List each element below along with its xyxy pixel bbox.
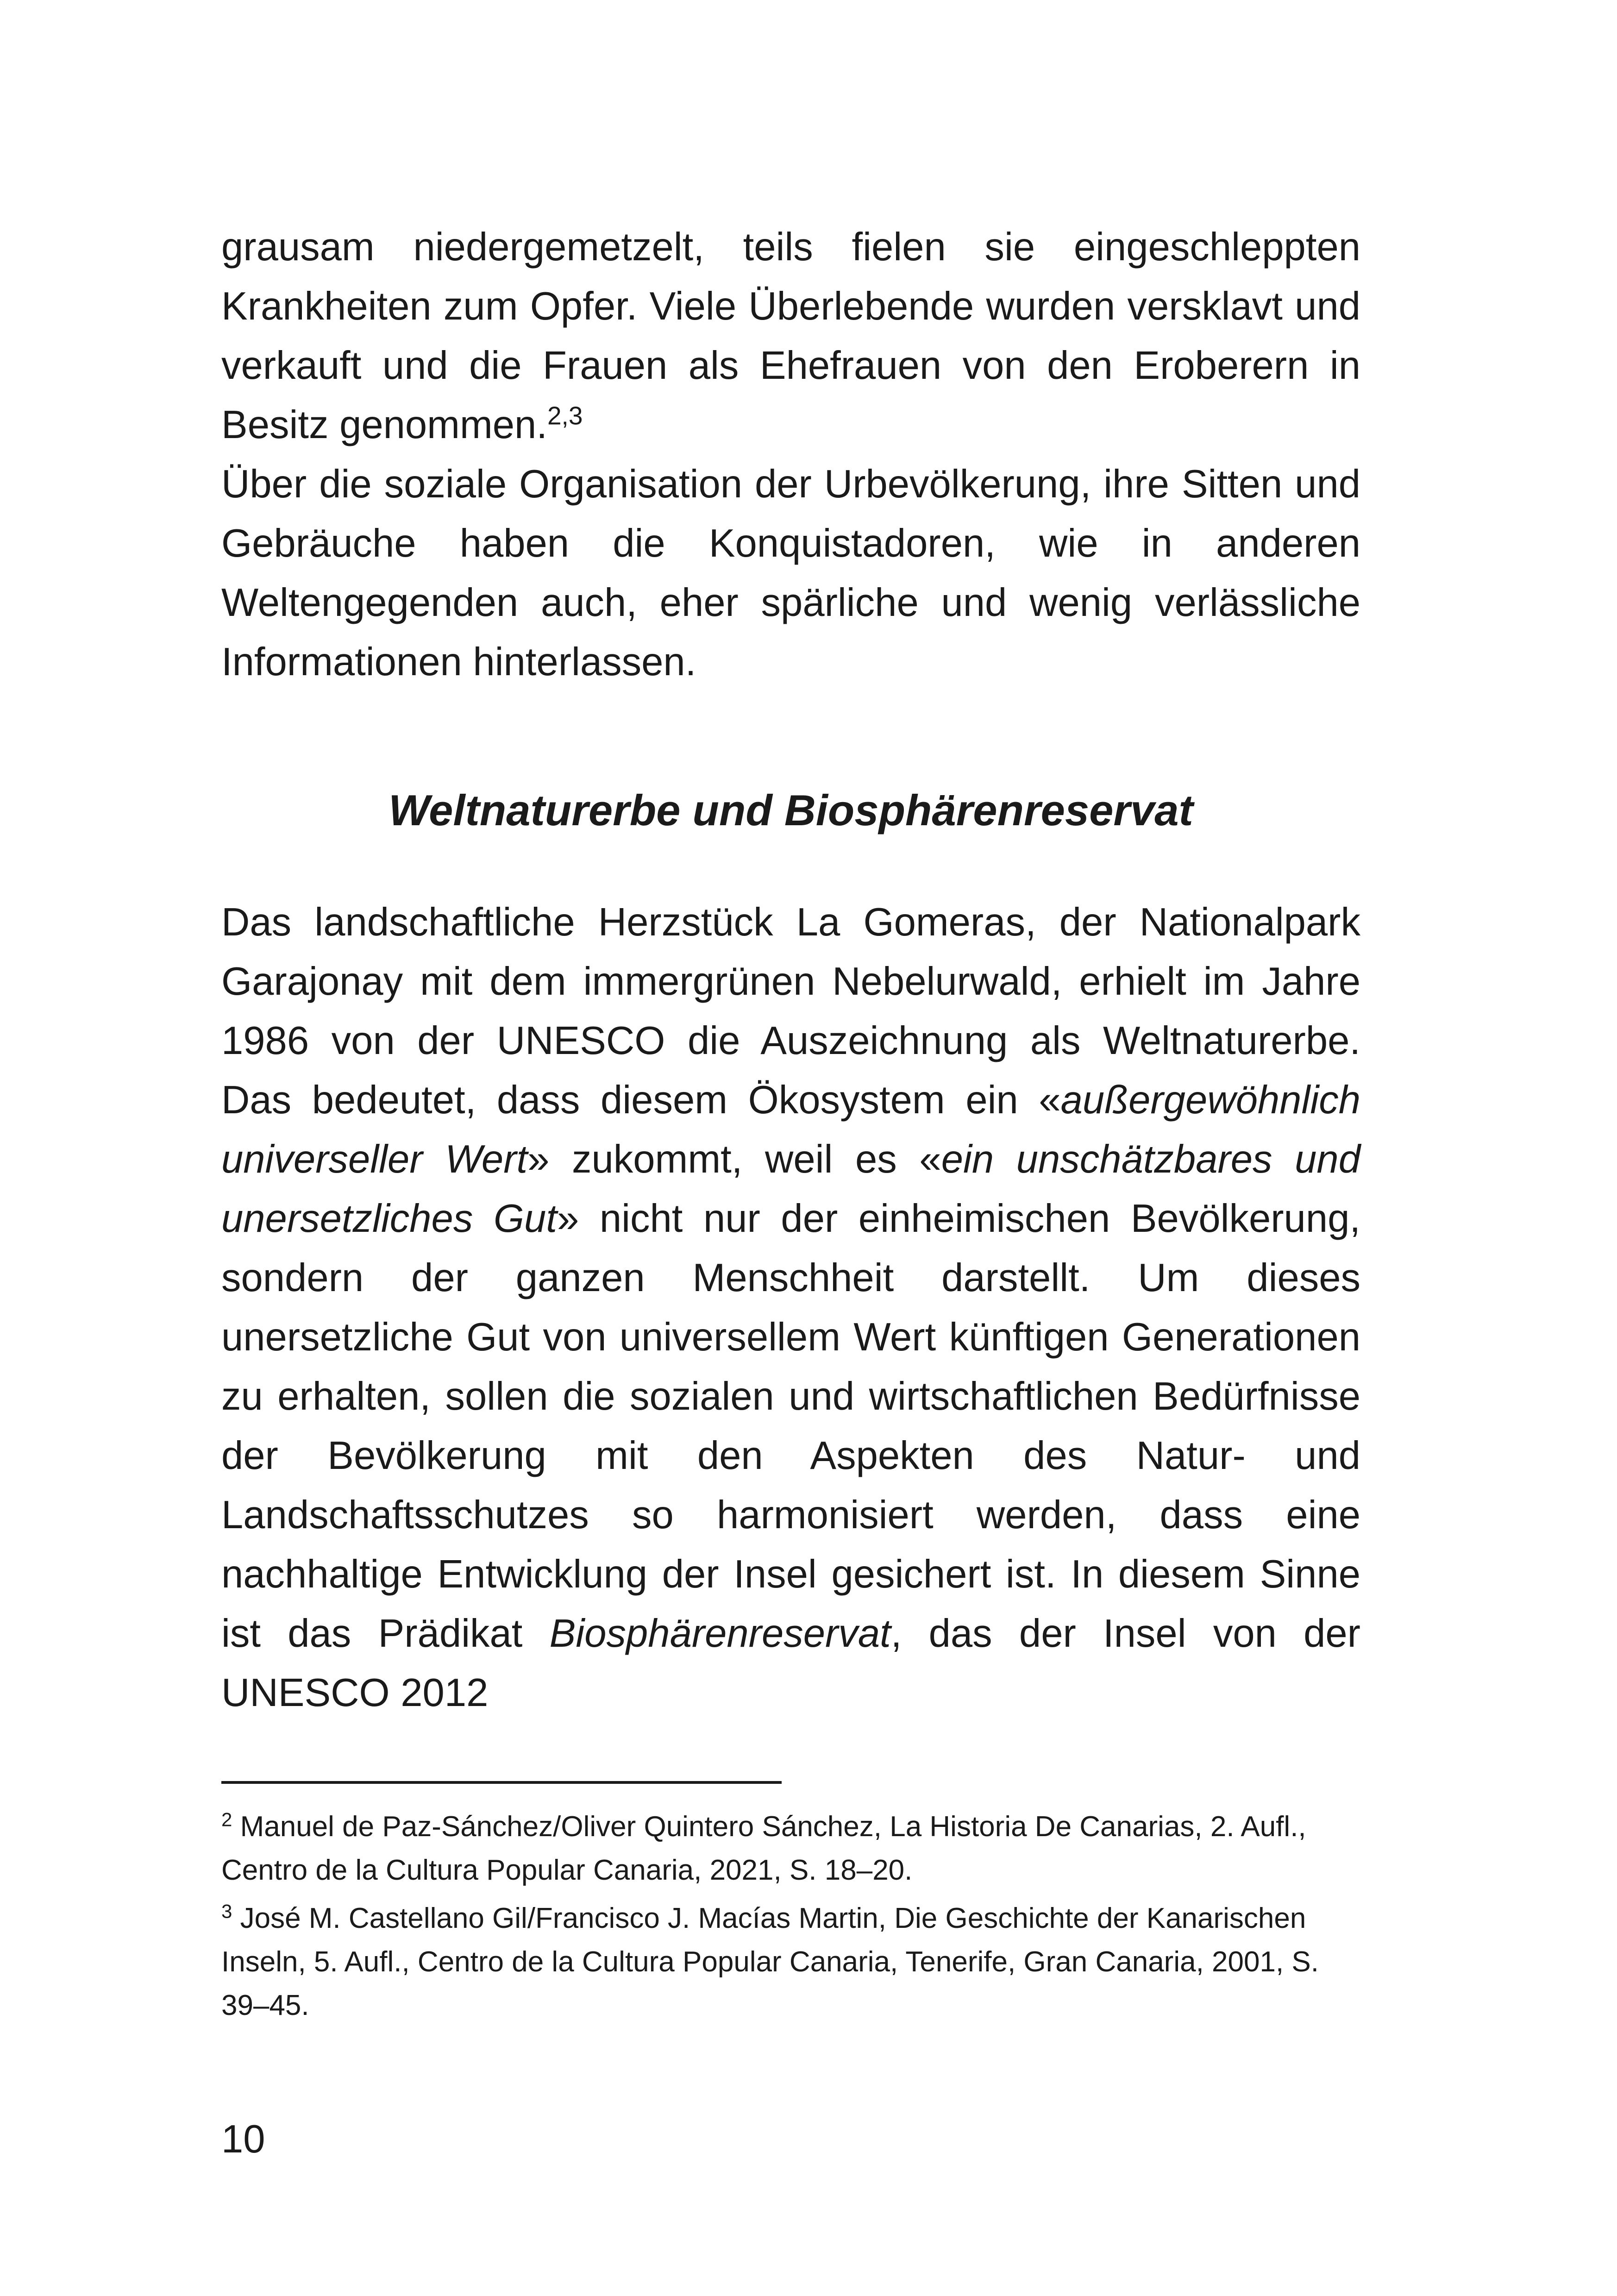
footnote-text: José M. Castellano Gil/Francisco J. Macías Martin, Die Geschichte der Kanarischen Inseln, 5. Aufl., Centro de la Cultura Popular Canaria, Tenerife, Gran Canaria, 2001, S. 39–45. <box>221 1902 1319 2021</box>
paragraph-3-part-3: » nicht nur der einheimischen Bevölkerung, sondern der ganzen Menschheit darstellt. Um dieses unersetzliche Gut von universellem Wert künftigen Generationen zu erhalten, sollen die sozialen und wirtschaftlichen Bedürfnisse der Bevölkerung mit den Aspekten des Natur- und Landschaftsschutzes so harmonisiert werden, dass eine nachhaltige Entwicklung der Insel gesichert ist. In diesem Sinne ist das Prädikat <box>221 1197 1360 1656</box>
paragraph-1-text: grausam niedergemetzelt, teils fielen sie eingeschleppten Krankheiten zum Opfer. Viele Überlebende wurden versklavt und verkauft und die Frauen als Ehefrauen von den Eroberern in Besitz genommen. <box>221 225 1360 447</box>
paragraph-3-part-1: Das landschaftliche Herzstück La Gomeras, der Nationalpark Garajonay mit dem immergrünen Nebelurwald, erhielt im Jahre 1986 von der UNESCO die Auszeichnung als Weltnaturerbe. Das bedeutet, dass diesem Ökosystem ein « <box>221 900 1360 1122</box>
term-italic: Biosphärenreservat <box>549 1612 891 1656</box>
section-1 <box>221 218 1360 692</box>
footnote-2 <box>221 1805 1360 1892</box>
footnote-text: Manuel de Paz-Sánchez/Oliver Quintero Sánchez, La Historia De Canarias, 2. Aufl., Centro de la Cultura Popular Canaria, 2021, S. 18–20. <box>221 1811 1306 1886</box>
quote-italic-1: außergewöhnlich universeller Wert <box>221 1078 1360 1181</box>
footnote-3 <box>221 1897 1360 2027</box>
paragraph-3 <box>221 893 1360 1723</box>
footnote-separator <box>221 1781 782 1784</box>
footnote-number: 2 <box>221 1808 232 1831</box>
paragraph-3-part-4: , das der Insel von der UNESCO 2012 <box>221 1612 1360 1715</box>
quote-italic-2: ein unschätzbares und unersetzliches Gut <box>221 1137 1360 1241</box>
paragraph-2: Über die soziale Organisation der Urbevölkerung, ihre Sitten und Gebräuche haben die Konquistadoren, wie in anderen Weltengegenden auch, eher spärliche und wenig verlässliche Informationen hinterlassen. <box>221 462 1360 684</box>
page-number: 10 <box>221 2117 265 2161</box>
paragraph-3-part-2: » zukommt, weil es « <box>527 1137 941 1181</box>
footnote-reference[interactable]: 2,3 <box>547 401 583 430</box>
section-heading: Weltnaturerbe und Biosphärenreservat <box>389 786 1193 834</box>
section-2 <box>221 893 1360 1723</box>
footnote-number: 3 <box>221 1900 232 1922</box>
paragraph-1 <box>221 218 1360 455</box>
footnotes <box>221 1805 1360 2032</box>
